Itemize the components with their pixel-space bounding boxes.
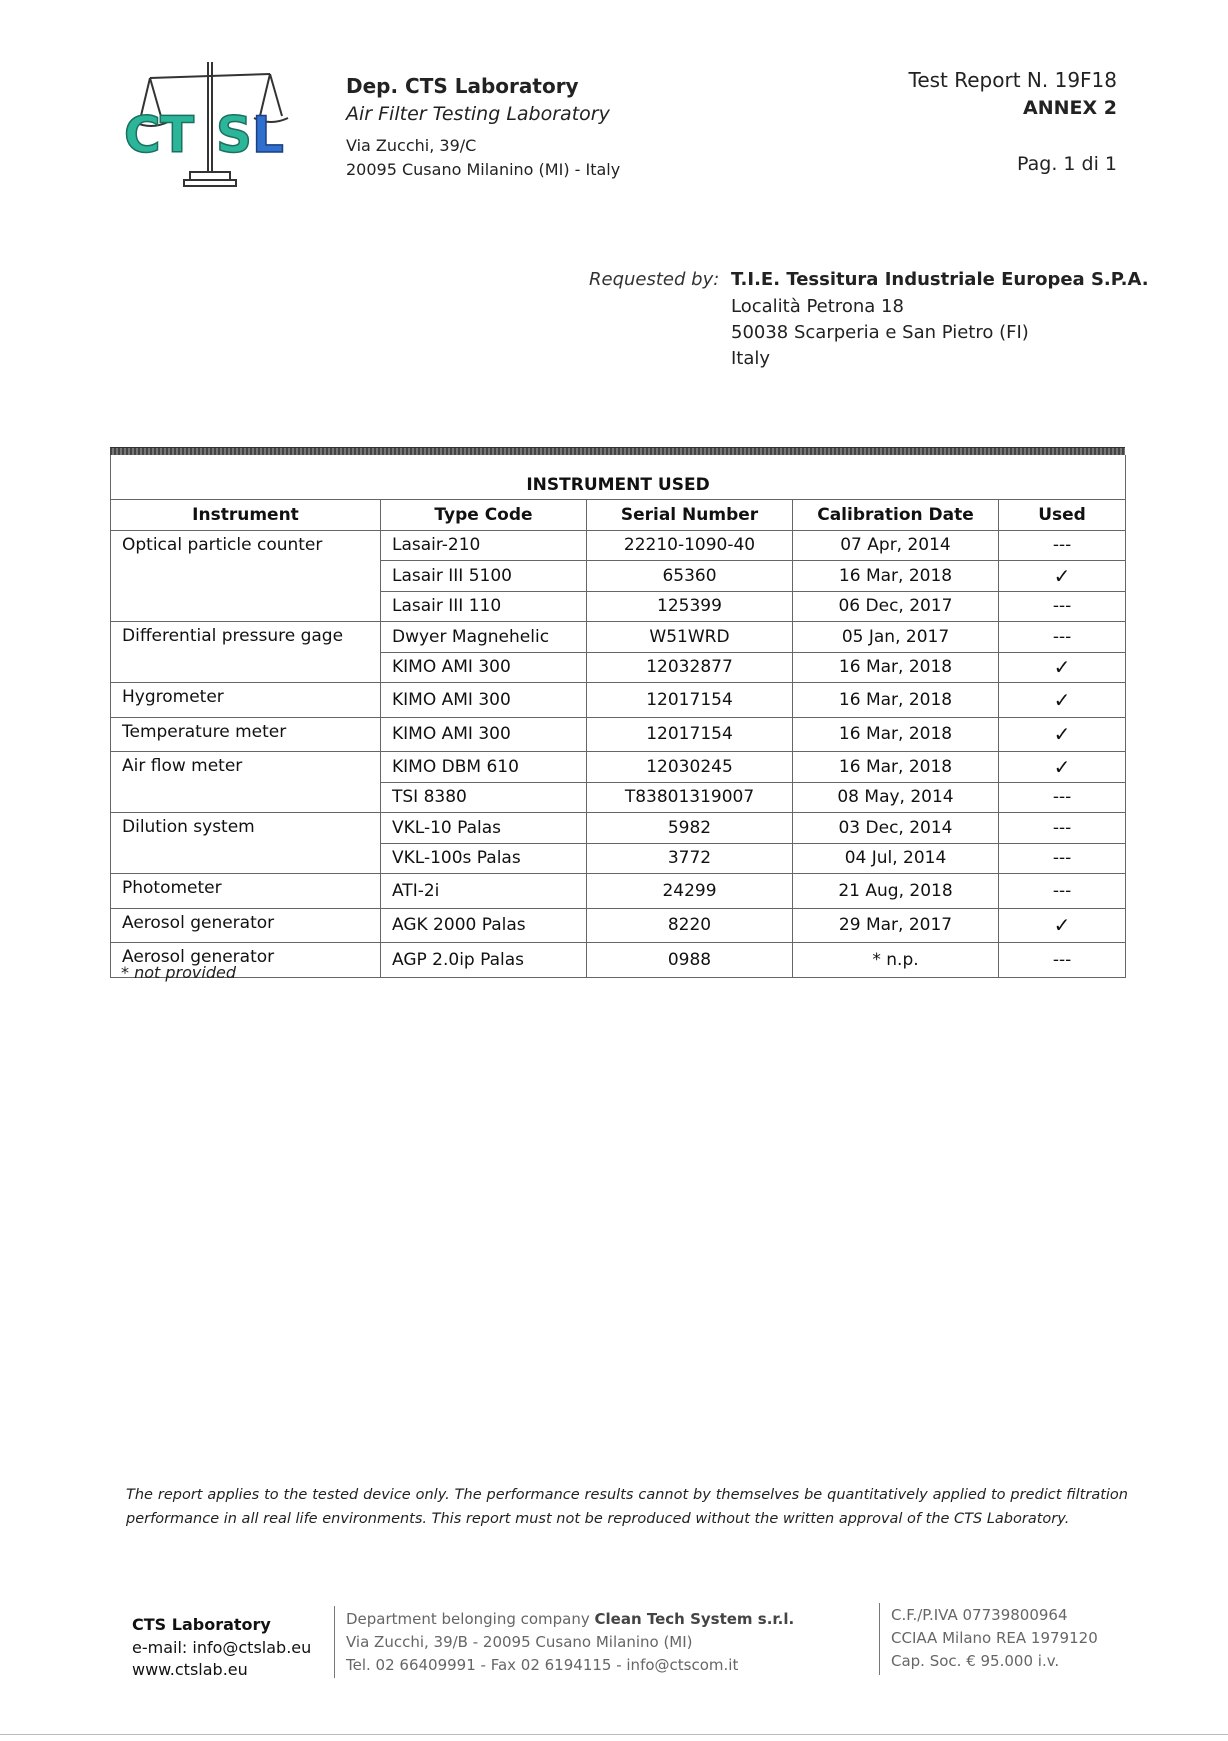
serial-number-cell: W51WRD <box>587 622 793 653</box>
used-cell: --- <box>999 530 1126 561</box>
serial-number-cell: 12030245 <box>587 752 793 783</box>
used-cell: ✓ <box>999 652 1126 683</box>
type-code-cell: KIMO DBM 610 <box>381 752 587 783</box>
used-cell: ✓ <box>999 561 1126 592</box>
footer-email: e-mail: info@ctslab.eu <box>132 1638 312 1657</box>
serial-number-cell: 65360 <box>587 561 793 592</box>
footer-divider <box>334 1606 335 1678</box>
type-code-cell: AGK 2000 Palas <box>381 908 587 943</box>
calibration-date-cell: 16 Mar, 2018 <box>793 561 999 592</box>
type-code-cell: VKL-10 Palas <box>381 813 587 844</box>
footer-divider <box>879 1603 880 1675</box>
type-code-cell: ATI-2i <box>381 874 587 909</box>
used-cell: --- <box>999 813 1126 844</box>
requested-by-label: Requested by: <box>589 269 720 290</box>
instrument-cell: Dilution system <box>111 813 381 874</box>
instrument-cell: Optical particle counter <box>111 530 381 622</box>
serial-number-cell: 12017154 <box>587 717 793 752</box>
type-code-cell: Lasair-210 <box>381 530 587 561</box>
serial-number-cell: 12017154 <box>587 683 793 718</box>
footer-company-prefix: Department belonging company <box>346 1610 595 1628</box>
type-code-cell: KIMO AMI 300 <box>381 717 587 752</box>
used-cell: ✓ <box>999 908 1126 943</box>
instrument-table <box>110 455 1126 978</box>
used-cell: --- <box>999 591 1126 622</box>
calibration-date-cell: 29 Mar, 2017 <box>793 908 999 943</box>
table-row <box>111 752 1126 783</box>
footer-company-contacts: Tel. 02 66409991 - Fax 02 6194115 - info@ctscom.it <box>346 1656 739 1674</box>
calibration-date-cell: 06 Dec, 2017 <box>793 591 999 622</box>
requester-country: Italy <box>731 348 771 369</box>
instrument-cell: Air flow meter <box>111 752 381 813</box>
type-code-cell: Lasair III 110 <box>381 591 587 622</box>
instrument-cell: Aerosol generator <box>111 908 381 943</box>
type-code-cell: KIMO AMI 300 <box>381 652 587 683</box>
lab-address-line2: 20095 Cusano Milanino (MI) - Italy <box>346 160 621 179</box>
table-row <box>111 683 1126 718</box>
instrument-cell: Temperature meter <box>111 717 381 752</box>
instrument-cell: Aerosol generator <box>111 943 381 978</box>
table-row <box>111 717 1126 752</box>
lab-name: Dep. CTS Laboratory <box>346 74 579 98</box>
table-row <box>111 813 1126 844</box>
calibration-date-cell: 03 Dec, 2014 <box>793 813 999 844</box>
column-header-type-code: Type Code <box>381 500 587 531</box>
calibration-date-cell: 07 Apr, 2014 <box>793 530 999 561</box>
type-code-cell: AGP 2.0ip Palas <box>381 943 587 978</box>
table-row <box>111 530 1126 561</box>
logo-letter-s: S <box>216 106 253 164</box>
calibration-date-cell: 05 Jan, 2017 <box>793 622 999 653</box>
calibration-date-cell: 16 Mar, 2018 <box>793 683 999 718</box>
report-disclaimer: The report applies to the tested device only. The performance results cannot by themselves be quantitatively applied to predict filtration performance in all real life environments. This report must not be reproduced without the written approval of the CTS Laboratory. <box>126 1487 1128 1527</box>
footer-company-line <box>346 1610 794 1628</box>
instrument-table-container <box>110 447 1125 978</box>
instrument-cell: Photometer <box>111 874 381 909</box>
table-top-rule <box>110 447 1125 455</box>
table-title: INSTRUMENT USED <box>111 455 1126 500</box>
type-code-cell: Dwyer Magnehelic <box>381 622 587 653</box>
used-cell: ✓ <box>999 683 1126 718</box>
serial-number-cell: 22210-1090-40 <box>587 530 793 561</box>
type-code-cell: VKL-100s Palas <box>381 843 587 874</box>
instrument-table-body <box>111 530 1126 977</box>
serial-number-cell: 24299 <box>587 874 793 909</box>
serial-number-cell: T83801319007 <box>587 782 793 813</box>
calibration-date-cell: 16 Mar, 2018 <box>793 652 999 683</box>
column-header-used: Used <box>999 500 1126 531</box>
serial-number-cell: 3772 <box>587 843 793 874</box>
instrument-cell: Hygrometer <box>111 683 381 718</box>
serial-number-cell: 5982 <box>587 813 793 844</box>
used-cell: --- <box>999 943 1126 978</box>
requester-address-line2: 50038 Scarperia e San Pietro (FI) <box>731 322 1029 343</box>
table-row <box>111 874 1126 909</box>
used-cell: --- <box>999 622 1126 653</box>
footer-vat-number: C.F./P.IVA 07739800964 <box>891 1606 1068 1624</box>
used-cell: ✓ <box>999 752 1126 783</box>
requester-name: T.I.E. Tessitura Industriale Europea S.P.A. <box>731 269 1149 290</box>
column-header-instrument: Instrument <box>111 500 381 531</box>
type-code-cell: Lasair III 5100 <box>381 561 587 592</box>
table-row <box>111 908 1126 943</box>
report-number: Test Report N. 19F18 <box>908 68 1117 92</box>
cts-laboratory-logo <box>120 60 320 190</box>
type-code-cell: KIMO AMI 300 <box>381 683 587 718</box>
calibration-date-cell: 08 May, 2014 <box>793 782 999 813</box>
serial-number-cell: 0988 <box>587 943 793 978</box>
footer-website: www.ctslab.eu <box>132 1660 248 1679</box>
calibration-date-cell: 04 Jul, 2014 <box>793 843 999 874</box>
instrument-cell: Differential pressure gage <box>111 622 381 683</box>
column-header-serial-number: Serial Number <box>587 500 793 531</box>
requester-address-line1: Località Petrona 18 <box>731 296 904 317</box>
table-footnote: * not provided <box>121 963 236 982</box>
footer-company-address: Via Zucchi, 39/B - 20095 Cusano Milanino (MI) <box>346 1633 693 1651</box>
calibration-date-cell: 16 Mar, 2018 <box>793 717 999 752</box>
logo-letter-t: T <box>160 106 195 164</box>
serial-number-cell: 125399 <box>587 591 793 622</box>
calibration-date-cell: 16 Mar, 2018 <box>793 752 999 783</box>
logo-letter-c: C <box>124 106 161 164</box>
calibration-date-cell: * n.p. <box>793 943 999 978</box>
column-header-calibration-date: Calibration Date <box>793 500 999 531</box>
lab-subtitle: Air Filter Testing Laboratory <box>346 103 610 125</box>
calibration-date-cell: 21 Aug, 2018 <box>793 874 999 909</box>
used-cell: --- <box>999 874 1126 909</box>
footer-company-name: Clean Tech System s.r.l. <box>594 1610 795 1628</box>
serial-number-cell: 8220 <box>587 908 793 943</box>
used-cell: --- <box>999 782 1126 813</box>
table-row <box>111 622 1126 653</box>
type-code-cell: TSI 8380 <box>381 782 587 813</box>
lab-address-line1: Via Zucchi, 39/C <box>346 136 477 155</box>
serial-number-cell: 12032877 <box>587 652 793 683</box>
page-bottom-rule <box>0 1734 1228 1735</box>
used-cell: ✓ <box>999 717 1126 752</box>
annex-label: ANNEX 2 <box>1023 97 1117 119</box>
footer-share-capital: Cap. Soc. € 95.000 i.v. <box>891 1652 1060 1670</box>
footer-rea-number: CCIAA Milano REA 1979120 <box>891 1629 1098 1647</box>
footer-lab-name: CTS Laboratory <box>132 1615 271 1634</box>
table-row <box>111 943 1126 978</box>
page-number: Pag. 1 di 1 <box>1017 153 1117 175</box>
logo-letter-l: L <box>252 106 284 164</box>
used-cell: --- <box>999 843 1126 874</box>
